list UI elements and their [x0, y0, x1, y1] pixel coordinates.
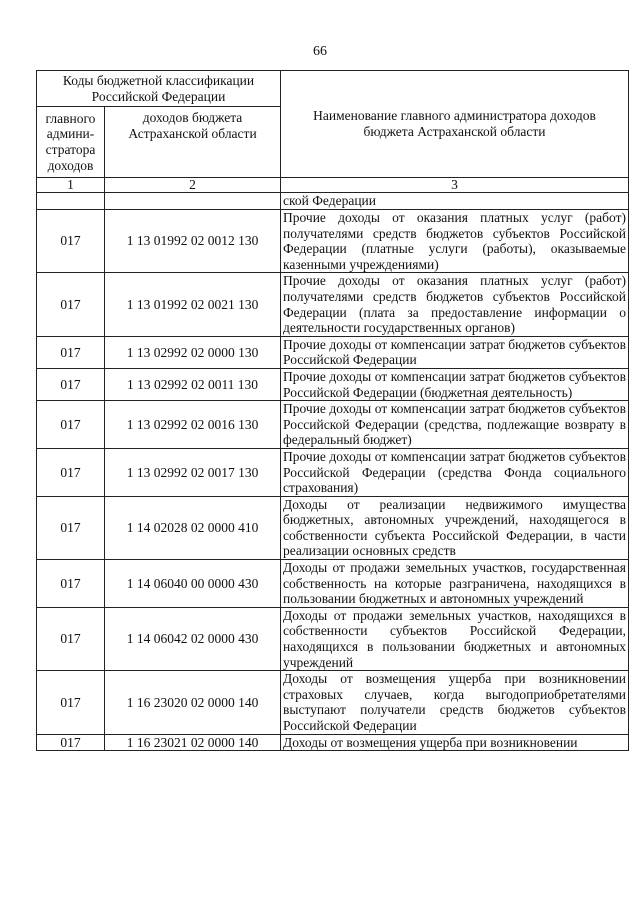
code-cell: 1 13 01992 02 0021 130 — [105, 273, 281, 336]
table-row — [37, 496, 629, 559]
code-cell: 1 13 01992 02 0012 130 — [105, 210, 281, 273]
column-number-3: 3 — [281, 178, 629, 193]
table-row — [37, 671, 629, 734]
header-col3-title: Наименование главного администратора доходов бюджета Астраханской области — [281, 71, 629, 178]
description-cell: Прочие доходы от оказания платных услуг (работ) получателями средств бюджетов субъектов Российской Федерации (платные услуги (работы), оказываемые казенными учреждениями) — [281, 210, 629, 273]
header-group-title: Коды бюджетной классификации Российской Федерации — [37, 71, 281, 107]
code-cell: 1 16 23020 02 0000 140 — [105, 671, 281, 734]
description-cell: Прочие доходы от компенсации затрат бюджетов субъектов Российской Федерации (средства Фонда социального страхования) — [281, 448, 629, 496]
table-row — [37, 368, 629, 400]
table-row — [37, 210, 629, 273]
admin-cell: 017 — [37, 336, 105, 368]
admin-cell: 017 — [37, 210, 105, 273]
admin-cell: 017 — [37, 734, 105, 751]
code-cell: 1 14 06042 02 0000 430 — [105, 607, 281, 670]
budget-classification-table — [36, 70, 629, 751]
admin-cell: 017 — [37, 560, 105, 608]
description-cell: Доходы от продажи земельных участков, государственная собственность на которые разграничена, находящихся в пользовании бюджетных и автономных учреждений — [281, 560, 629, 608]
admin-cell: 017 — [37, 607, 105, 670]
description-cell: Доходы от продажи земельных участков, находящихся в собственности субъектов Российской Федерации, находящихся в пользовании бюджетных и автономных учреждений — [281, 607, 629, 670]
code-cell: 1 13 02992 02 0000 130 — [105, 336, 281, 368]
admin-cell — [37, 193, 105, 210]
continuation-text: ской Федерации — [281, 193, 629, 210]
admin-cell: 017 — [37, 368, 105, 400]
table-row — [37, 273, 629, 336]
table-row — [37, 448, 629, 496]
admin-cell: 017 — [37, 448, 105, 496]
table-row — [37, 336, 629, 368]
description-cell: Прочие доходы от оказания платных услуг (работ) получателями средств бюджетов субъектов Российской Федерации (плата за предоставление информации о деятельности государственных органов) — [281, 273, 629, 336]
admin-cell: 017 — [37, 273, 105, 336]
continuation-row — [37, 193, 629, 210]
column-number-2: 2 — [105, 178, 281, 193]
description-cell: Прочие доходы от компенсации затрат бюджетов субъектов Российской Федерации — [281, 336, 629, 368]
table-row — [37, 734, 629, 751]
code-cell: 1 13 02992 02 0017 130 — [105, 448, 281, 496]
description-cell: Доходы от возмещения ущерба при возникновении — [281, 734, 629, 751]
code-cell: 1 14 02028 02 0000 410 — [105, 496, 281, 559]
header-col1-title: главного админи-стратора доходов — [37, 107, 105, 178]
code-cell — [105, 193, 281, 210]
code-cell: 1 13 02992 02 0011 130 — [105, 368, 281, 400]
code-cell: 1 14 06040 00 0000 430 — [105, 560, 281, 608]
code-cell: 1 13 02992 02 0016 130 — [105, 401, 281, 449]
description-cell: Доходы от реализации недвижимого имущества бюджетных, автономных учреждений, находящегося в собственности субъекта Российской Федерации, в части реализации основных средств — [281, 496, 629, 559]
admin-cell: 017 — [37, 496, 105, 559]
page-number: 66 — [313, 44, 327, 59]
header-col2-title: доходов бюджета Астраханской области — [105, 107, 281, 178]
column-number-1: 1 — [37, 178, 105, 193]
table-row — [37, 607, 629, 670]
admin-cell: 017 — [37, 671, 105, 734]
table-header-row-1 — [37, 71, 629, 107]
column-number-row — [37, 178, 629, 193]
admin-cell: 017 — [37, 401, 105, 449]
description-cell: Прочие доходы от компенсации затрат бюджетов субъектов Российской Федерации (бюджетная деятельность) — [281, 368, 629, 400]
description-cell: Доходы от возмещения ущерба при возникновении страховых случаев, когда выгодоприобретателями выступают получатели средств бюджетов субъектов Российской Федерации — [281, 671, 629, 734]
code-cell: 1 16 23021 02 0000 140 — [105, 734, 281, 751]
table-row — [37, 401, 629, 449]
description-cell: Прочие доходы от компенсации затрат бюджетов субъектов Российской Федерации (средства, подлежащие возврату в федеральный бюджет) — [281, 401, 629, 449]
table-row — [37, 560, 629, 608]
